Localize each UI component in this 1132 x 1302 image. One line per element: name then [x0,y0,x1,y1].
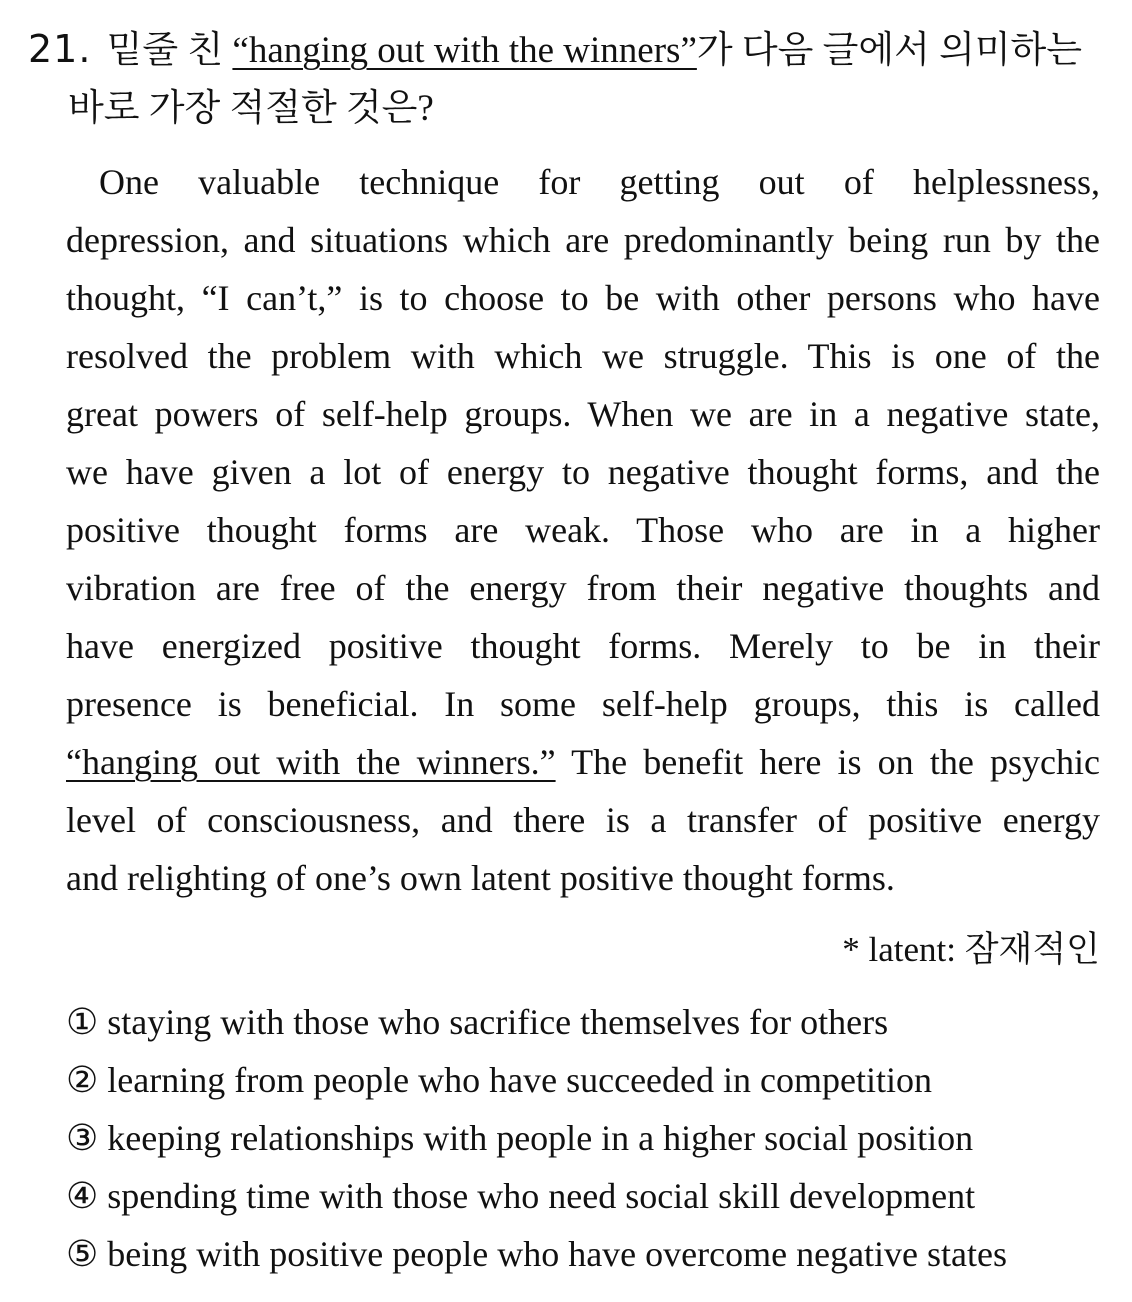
passage-line: thought, “I can’t,” is to choose to be with other persons who have [66,278,1100,318]
question-header [28,20,1108,138]
footnote: * latent: 잠재적인 [842,930,1100,969]
passage-line: and relighting of one’s own latent positive thought forms. [66,858,895,898]
reading-passage [66,153,1100,907]
choice-2[interactable]: ② learning from people who have succeeded in competition [66,1060,932,1100]
question-underlined-phrase: “hanging out with the winners” [232,30,697,71]
answer-choices [66,993,1116,1283]
passage-line: have energized positive thought forms. Merely to be in their [66,626,1100,666]
passage-line: resolved the problem with which we struggle. This is one of the [66,336,1100,376]
passage-line: One valuable technique for getting out of helplessness, [99,162,1100,202]
question-suffix: 가 다음 글에서 의미하는 [696,30,1083,71]
passage-line: positive thought forms are weak. Those who are in a higher [66,510,1100,550]
passage-line: great powers of self-help groups. When we are in a negative state, [66,394,1100,434]
passage-line: level of consciousness, and there is a transfer of positive energy [66,800,1100,840]
question-prefix: 밑줄 친 [106,30,224,71]
question-number: 21. [28,27,92,71]
choice-4[interactable]: ④ spending time with those who need social skill development [66,1176,976,1216]
passage-line: we have given a lot of energy to negative thought forms, and the [66,452,1100,492]
passage-line-rest: The benefit here is on the psychic [555,742,1100,782]
choice-5[interactable]: ⑤ being with positive people who have overcome negative states [66,1234,1008,1274]
passage-underlined-phrase: “hanging out with the winners.” [66,742,556,782]
passage-line: vibration are free of the energy from their negative thoughts and [66,568,1100,608]
passage-line: presence is beneficial. In some self-help groups, this is called [66,684,1100,724]
passage-line: depression, and situations which are predominantly being run by the [66,220,1100,260]
choice-1[interactable]: ① staying with those who sacrifice themselves for others [66,1002,889,1042]
passage-line-underlined [66,733,1100,791]
question-line-2: 바로 가장 적절한 것은? [68,88,434,129]
choice-3[interactable]: ③ keeping relationships with people in a higher social position [66,1118,974,1158]
